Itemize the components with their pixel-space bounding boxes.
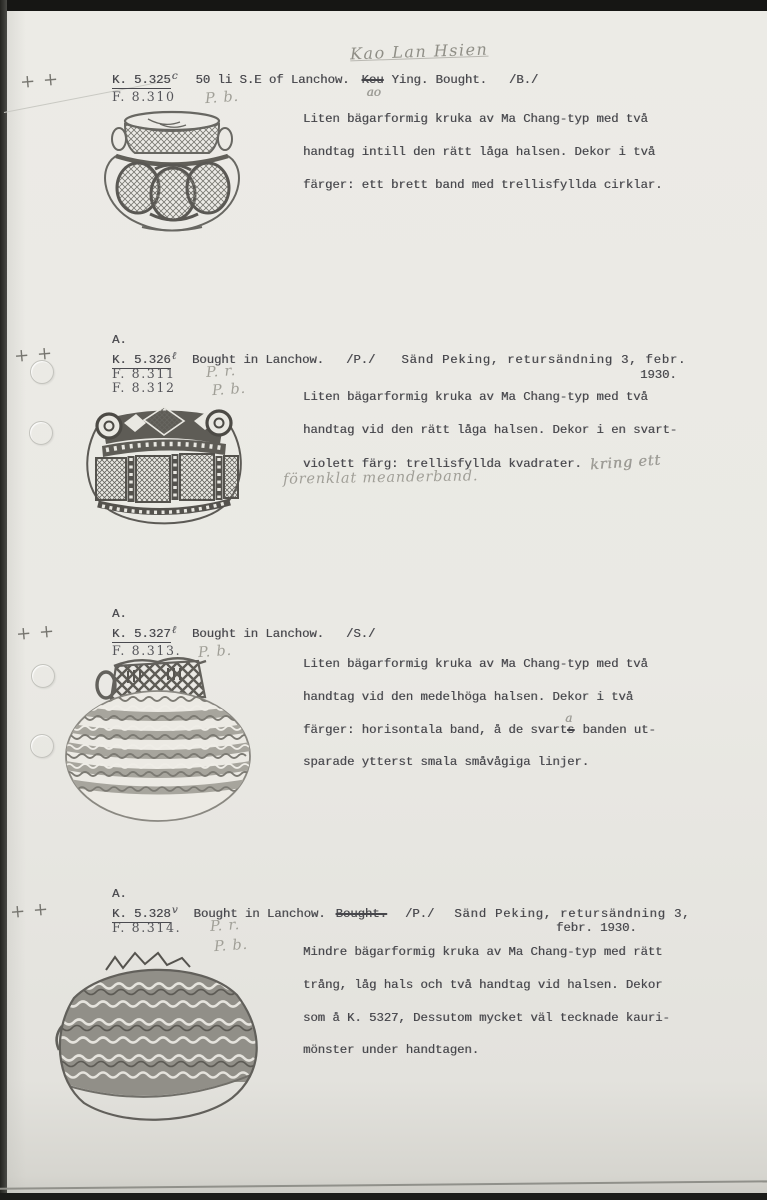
description <box>303 103 662 201</box>
shipping-note-year: 1930. <box>640 368 677 382</box>
pencil-note: P. b. <box>204 88 240 108</box>
k-number: K. 5.328 <box>112 907 171 921</box>
margin-mark: ++ <box>19 68 67 93</box>
paper-edge-line <box>0 1180 767 1190</box>
f-number: F. 8.311 <box>112 366 176 381</box>
pencil-note: P. b. <box>197 642 233 662</box>
pencil-correction: ao <box>366 85 381 99</box>
k-number: K. 5.325 <box>112 73 171 87</box>
description-line: färger: ett brett band med trellisfyllda cirklar. <box>303 177 663 192</box>
pencil-addition-line: förenklat meanderband. <box>282 468 479 488</box>
vessel-sketch-k5328 <box>44 940 269 1130</box>
pencil-note: P. b. <box>213 936 249 956</box>
siglum: /S./ <box>346 627 376 641</box>
struck-word: Keu <box>361 73 384 87</box>
shipping-note-year: febr. 1930. <box>556 921 637 935</box>
hole-punch <box>30 734 54 758</box>
entry-header <box>112 904 690 921</box>
description-line: trång, låg hals och två handtag vid halsen. Dekor <box>303 977 663 992</box>
f-number: F. 8.314. <box>112 920 182 935</box>
siglum: /P./ <box>346 353 376 367</box>
location-text-post: Ying. Bought. <box>391 73 487 87</box>
annotation-kao-lan-hsien: Kao Lan Hsien <box>349 39 489 64</box>
scan-edge-top <box>0 0 767 11</box>
pencil-note: P. b. <box>211 380 247 400</box>
description-line: handtag vid den medelhöga halsen. Dekor i två <box>303 689 634 704</box>
margin-mark: ++ <box>15 620 63 645</box>
k-number: K. 5.326 <box>112 353 171 367</box>
struck-letter: s <box>567 722 575 737</box>
siglum: /P./ <box>404 907 435 921</box>
description-line: färger: horisontala band, å de svarts a banden ut- <box>303 714 656 747</box>
k-suffix: ℓ <box>171 624 176 636</box>
description-line: Liten bägarformig kruka av Ma Chang-typ med två <box>303 390 648 404</box>
acquisition-text: Bought in Lanchow. <box>193 907 326 921</box>
hole-punch <box>29 421 53 445</box>
vessel-sketch-k5325 <box>92 106 252 238</box>
description-line: violett färg: trellisfyllda kvadrater. kring ett <box>303 447 677 481</box>
hole-punch <box>31 664 55 688</box>
entry-prefix: A. <box>112 607 127 621</box>
entry-prefix: A. <box>112 887 127 901</box>
pencil-note: P. r. <box>209 916 241 936</box>
entry-header <box>112 350 686 367</box>
scan-edge-bottom <box>0 1193 767 1200</box>
description <box>303 381 677 480</box>
description-line: sparade ytterst smala småvågiga linjer. <box>303 755 590 770</box>
description-line: mönster under handtagen. <box>303 1043 480 1058</box>
description-line: Liten bägarformig kruka av Ma Chang-typ med två <box>303 112 648 126</box>
margin-mark: ++ <box>9 898 57 923</box>
k-suffix: v <box>171 904 178 916</box>
description-line: handtag vid den rätt låga halsen. Dekor i en svart- <box>303 422 678 437</box>
description-line: som å K. 5327, Dessutom mycket väl tecknade kauri- <box>303 1010 670 1025</box>
k-suffix: c <box>171 70 178 82</box>
shipping-note: Sänd Peking, retursändning 3, <box>454 907 691 921</box>
location-text: 50 li S.E of Lanchow. <box>195 73 350 87</box>
shipping-note: Sänd Peking, retursändning 3, febr. <box>401 353 687 367</box>
k-number: K. 5.327 <box>112 627 171 641</box>
description-line: Liten bägarformig kruka av Ma Chang-typ med två <box>303 657 648 671</box>
pencil-note: P. r. <box>205 362 237 382</box>
f-number: F. 8.312 <box>112 380 176 395</box>
acquisition-text: Bought in Lanchow. <box>191 353 325 367</box>
description <box>303 648 656 779</box>
f-number: F. 8.310 <box>112 89 176 104</box>
vessel-sketch-k5327 <box>56 652 261 824</box>
vessel-sketch-k5326 <box>72 390 257 532</box>
description-line: handtag intill den rätt låga halsen. Dekor i två <box>303 144 656 159</box>
pencil-addition: kring ett <box>589 452 662 474</box>
f-number: F. 8.313. <box>112 643 182 658</box>
description <box>303 936 670 1067</box>
struck-word: Bought. <box>335 907 387 921</box>
k-suffix: ℓ <box>171 350 176 362</box>
scan-edge-left <box>0 0 7 1200</box>
description-line: Mindre bägarformig kruka av Ma Chang-typ med rätt <box>303 945 663 959</box>
acquisition-text: Bought in Lanchow. <box>191 627 325 641</box>
entry-header <box>112 624 375 641</box>
margin-mark: ++ <box>13 342 61 367</box>
pencil-correction: a <box>565 710 573 725</box>
siglum: /B./ <box>508 73 539 87</box>
entry-prefix: A. <box>112 333 127 347</box>
